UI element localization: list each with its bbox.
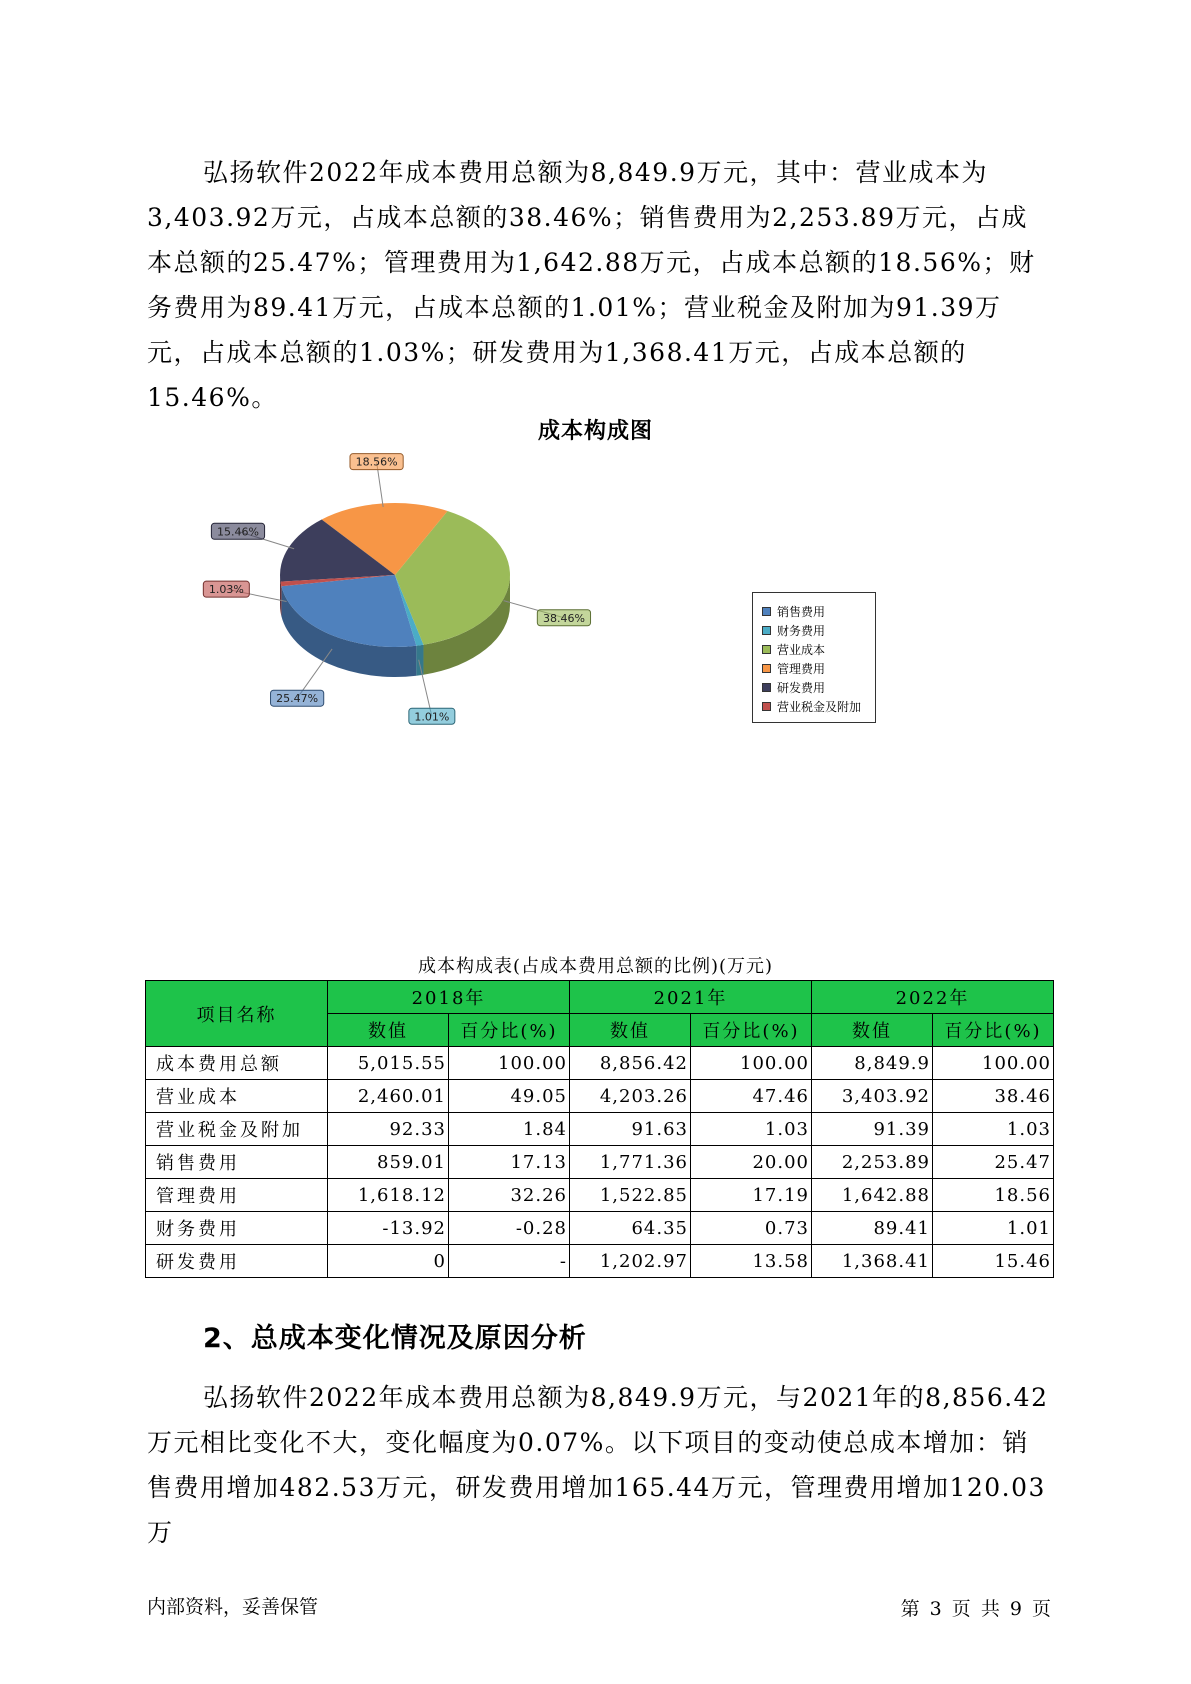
value-cell: 8,856.42 (570, 1047, 691, 1080)
value-cell: 91.39 (812, 1113, 933, 1146)
value-cell: 1,522.85 (570, 1179, 691, 1212)
table-row (146, 1047, 1054, 1080)
data-label: 18.56% (355, 455, 398, 469)
value-cell: 1,642.88 (812, 1179, 933, 1212)
pie-slice-side (416, 645, 423, 676)
percent-cell: 38.46 (933, 1080, 1054, 1113)
value-cell: 1,618.12 (328, 1179, 449, 1212)
row-label: 管理费用 (146, 1179, 328, 1212)
legend-item (762, 602, 875, 621)
table-row (146, 1212, 1054, 1245)
data-label: 38.46% (542, 611, 585, 625)
data-label: 1.03% (208, 583, 244, 597)
value-cell: 5,015.55 (328, 1047, 449, 1080)
legend-swatch (762, 645, 771, 654)
legend-swatch (762, 683, 771, 692)
value-cell: -13.92 (328, 1212, 449, 1245)
percent-cell: 17.13 (449, 1146, 570, 1179)
legend-item (762, 678, 875, 697)
percent-cell: 17.19 (691, 1179, 812, 1212)
percent-cell: 1.03 (691, 1113, 812, 1146)
row-label: 营业税金及附加 (146, 1113, 328, 1146)
value-cell: 3,403.92 (812, 1080, 933, 1113)
percent-cell: 15.46 (933, 1245, 1054, 1278)
value-header: 数值 (812, 1014, 933, 1047)
pct-header: 百分比(%) (933, 1014, 1054, 1047)
value-cell: 92.33 (328, 1113, 449, 1146)
row-label: 研发费用 (146, 1245, 328, 1278)
chart-legend (752, 592, 876, 723)
intro-paragraph: 弘扬软件2022年成本费用总额为8,849.9万元，其中：营业成本为3,403.92万元，占成本总额的38.46%；销售费用为2,253.89万元，占成本总额的25.47%；管理费用为1,642.88万元，占成本总额的18.56%；财务费用为89.41万元，占成本总额的1.01%；营业税金及附加为91.39万元，占成本总额的1.03%；研发费用为1,368.41万元，占成本总额的15.46%。 (147, 158, 1036, 412)
legend-label: 销售费用 (777, 605, 826, 619)
table-caption: 成本构成表(占成本费用总额的比例)(万元) (417, 956, 774, 977)
value-header: 数值 (328, 1014, 449, 1047)
pct-header: 百分比(%) (449, 1014, 570, 1047)
value-cell: 1,771.36 (570, 1146, 691, 1179)
pie-chart (208, 455, 620, 724)
percent-cell: 18.56 (933, 1179, 1054, 1212)
value-header: 数值 (570, 1014, 691, 1047)
percent-cell: 13.58 (691, 1245, 812, 1278)
legend-item (762, 659, 875, 678)
percent-cell: -0.28 (449, 1212, 570, 1245)
value-cell: 859.01 (328, 1146, 449, 1179)
value-cell: 0 (328, 1245, 449, 1278)
legend-label: 营业税金及附加 (777, 700, 862, 714)
percent-cell: 49.05 (449, 1080, 570, 1113)
year-header: 2018年 (328, 981, 570, 1014)
percent-cell: 20.00 (691, 1146, 812, 1179)
cost-table (145, 980, 1054, 1278)
percent-cell: 1.03 (933, 1113, 1054, 1146)
percent-cell: - (449, 1245, 570, 1278)
value-cell: 2,253.89 (812, 1146, 933, 1179)
percent-cell: 100.00 (449, 1047, 570, 1080)
legend-item (762, 621, 875, 640)
data-label: 25.47% (276, 692, 319, 706)
value-cell: 64.35 (570, 1212, 691, 1245)
value-cell: 4,203.26 (570, 1080, 691, 1113)
value-cell: 1,368.41 (812, 1245, 933, 1278)
section-heading: 2、总成本变化情况及原因分析 (203, 1323, 587, 1354)
row-label: 财务费用 (146, 1212, 328, 1245)
item-header: 项目名称 (146, 981, 328, 1047)
legend-swatch (762, 702, 771, 711)
value-cell: 1,202.97 (570, 1245, 691, 1278)
percent-cell: 32.26 (449, 1179, 570, 1212)
pct-header: 百分比(%) (691, 1014, 812, 1047)
table-row (146, 1179, 1054, 1212)
legend-label: 财务费用 (777, 624, 826, 638)
table-row (146, 1245, 1054, 1278)
percent-cell: 47.46 (691, 1080, 812, 1113)
legend-item (762, 640, 875, 659)
row-label: 成本费用总额 (146, 1047, 328, 1080)
legend-swatch (762, 607, 771, 616)
percent-cell: 1.84 (449, 1113, 570, 1146)
footer-confidential: 内部资料，妥善保管 (147, 1596, 319, 1618)
analysis-paragraph: 弘扬软件2022年成本费用总额为8,849.9万元，与2021年的8,856.42万元相比变化不大，变化幅度为0.07%。以下项目的变动使总成本增加：销售费用增加482.53万元，研发费用增加165.44万元，管理费用增加120.03万 (147, 1383, 1049, 1547)
value-cell: 91.63 (570, 1113, 691, 1146)
pie-slice-side (280, 582, 281, 617)
year-header: 2021年 (570, 981, 812, 1014)
legend-swatch (762, 626, 771, 635)
value-cell: 2,460.01 (328, 1080, 449, 1113)
table-row (146, 1113, 1054, 1146)
footer-page-number: 第 3 页 共 9 页 (900, 1598, 1053, 1620)
data-label: 15.46% (217, 525, 259, 539)
legend-label: 研发费用 (777, 681, 826, 695)
percent-cell: 1.01 (933, 1212, 1054, 1245)
year-header: 2022年 (812, 981, 1054, 1014)
percent-cell: 100.00 (691, 1047, 812, 1080)
legend-label: 营业成本 (777, 643, 826, 657)
row-label: 销售费用 (146, 1146, 328, 1179)
legend-label: 管理费用 (777, 662, 826, 676)
value-cell: 8,849.9 (812, 1047, 933, 1080)
legend-swatch (762, 664, 771, 673)
chart-title: 成本构成图 (537, 419, 653, 444)
percent-cell: 25.47 (933, 1146, 1054, 1179)
table-row (146, 1080, 1054, 1113)
data-label: 1.01% (414, 710, 450, 724)
percent-cell: 0.73 (691, 1212, 812, 1245)
legend-item (762, 697, 875, 716)
row-label: 营业成本 (146, 1080, 328, 1113)
table-row (146, 1146, 1054, 1179)
percent-cell: 100.00 (933, 1047, 1054, 1080)
value-cell: 89.41 (812, 1212, 933, 1245)
